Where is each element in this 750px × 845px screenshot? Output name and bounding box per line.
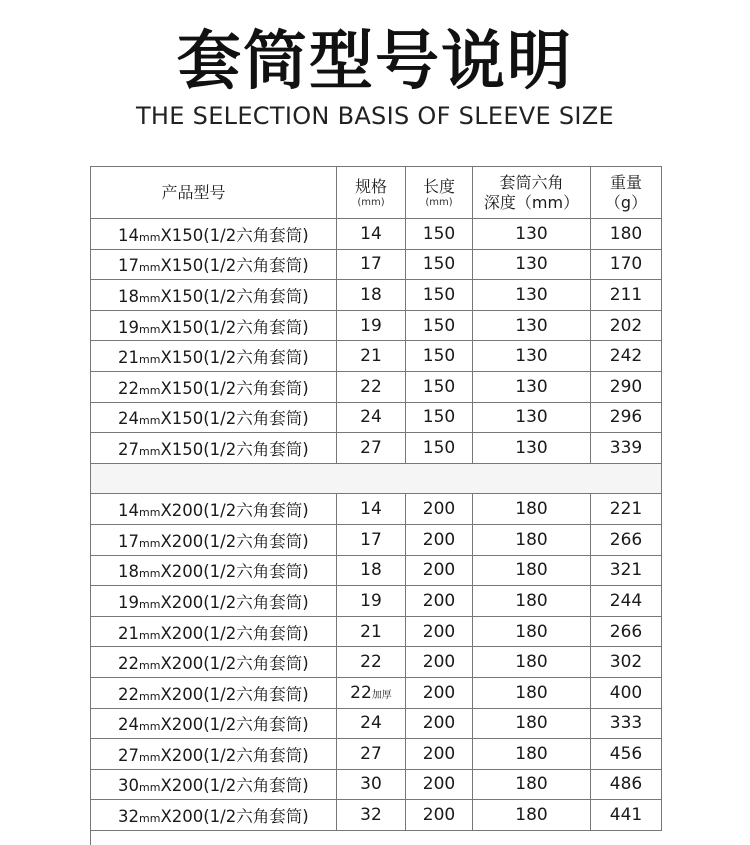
- spec-value: 21: [360, 346, 382, 367]
- cell-length: 200: [406, 739, 473, 770]
- cell-length: 200: [406, 800, 473, 831]
- cell-model: [91, 433, 337, 464]
- cell-depth: 130: [473, 249, 591, 280]
- cell-model: [91, 769, 337, 800]
- cell-length: 150: [406, 402, 473, 433]
- model-desc: X200(1/2六角套筒): [160, 592, 309, 612]
- spec-value: 18: [360, 560, 382, 581]
- table-body: [91, 219, 662, 845]
- group-separator-row: [91, 463, 662, 494]
- spec-value: 22: [360, 376, 382, 397]
- model-desc: X200(1/2六角套筒): [160, 623, 309, 643]
- header-spec-label: 规格: [354, 176, 387, 196]
- cell-length: 200: [406, 586, 473, 617]
- model-unit: mm: [139, 261, 161, 275]
- cell-spec: [337, 219, 406, 250]
- model-desc: X200(1/2六角套筒): [160, 501, 309, 521]
- model-size: 18: [118, 286, 139, 306]
- cell-model: [91, 677, 337, 708]
- page-subtitle: THE SELECTION BASIS OF SLEEVE SIZE: [135, 102, 615, 130]
- model-size: 19: [118, 317, 139, 337]
- cell-weight: 202: [591, 310, 662, 341]
- model-desc: X150(1/2六角套筒): [160, 409, 309, 429]
- cell-weight: 333: [591, 708, 662, 739]
- header-model: 产品型号: [91, 167, 337, 219]
- cell-length: 200: [406, 769, 473, 800]
- cell-model: [91, 371, 337, 402]
- cell-depth: 180: [473, 524, 591, 555]
- model-unit: mm: [139, 291, 161, 305]
- cell-spec: [337, 433, 406, 464]
- cell-depth: 180: [473, 494, 591, 525]
- spec-note: 加厚: [371, 689, 392, 701]
- model-desc: X200(1/2六角套筒): [160, 654, 309, 674]
- model-unit: mm: [139, 353, 161, 367]
- table-row: [91, 647, 662, 678]
- cell-depth: 130: [473, 310, 591, 341]
- model-size: 27: [118, 745, 139, 765]
- spec-value: 14: [360, 223, 382, 244]
- table-row: [91, 708, 662, 739]
- table-tail-row: [91, 830, 662, 845]
- spec-value: 24: [360, 407, 382, 428]
- model-unit: mm: [139, 750, 161, 764]
- sleeve-size-table: [90, 166, 662, 845]
- model-unit: mm: [139, 597, 161, 611]
- table-row: [91, 524, 662, 555]
- cell-weight: 296: [591, 402, 662, 433]
- model-unit: mm: [139, 444, 161, 458]
- cell-weight: 486: [591, 769, 662, 800]
- cell-depth: 180: [473, 616, 591, 647]
- table-row: [91, 310, 662, 341]
- table-row: [91, 586, 662, 617]
- cell-weight: 321: [591, 555, 662, 586]
- model-size: 27: [118, 439, 139, 459]
- cell-model: [91, 647, 337, 678]
- model-desc: X200(1/2六角套筒): [160, 715, 309, 735]
- cell-depth: 180: [473, 586, 591, 617]
- cell-length: 150: [406, 341, 473, 372]
- cell-weight: 266: [591, 524, 662, 555]
- model-desc: X200(1/2六角套筒): [160, 684, 309, 704]
- table-row: [91, 341, 662, 372]
- cell-length: 150: [406, 280, 473, 311]
- table-row: [91, 769, 662, 800]
- cell-weight: 244: [591, 586, 662, 617]
- header-length: [406, 167, 473, 219]
- cell-model: [91, 800, 337, 831]
- cell-spec: [337, 402, 406, 433]
- spec-value: 24: [360, 713, 382, 734]
- cell-length: 200: [406, 494, 473, 525]
- cell-spec: [337, 310, 406, 341]
- cell-spec: [337, 739, 406, 770]
- cell-spec: [337, 647, 406, 678]
- model-desc: X200(1/2六角套筒): [160, 776, 309, 796]
- model-unit: mm: [139, 659, 161, 673]
- model-size: 21: [118, 623, 139, 643]
- cell-depth: 180: [473, 555, 591, 586]
- cell-weight: 180: [591, 219, 662, 250]
- model-size: 32: [118, 807, 139, 827]
- table-row: [91, 494, 662, 525]
- header-depth-line2: 深度（mm）: [483, 192, 580, 212]
- cell-depth: 130: [473, 402, 591, 433]
- cell-weight: 170: [591, 249, 662, 280]
- table-row: [91, 677, 662, 708]
- cell-weight: 211: [591, 280, 662, 311]
- header-spec-unit: (mm): [357, 196, 385, 208]
- model-desc: X150(1/2六角套筒): [160, 286, 309, 306]
- cell-model: [91, 249, 337, 280]
- cell-depth: 130: [473, 433, 591, 464]
- page-title: 套筒型号说明: [177, 25, 573, 99]
- cell-model: [91, 494, 337, 525]
- cell-model: [91, 555, 337, 586]
- cell-depth: 180: [473, 677, 591, 708]
- cell-length: 200: [406, 708, 473, 739]
- model-desc: X200(1/2六角套筒): [160, 531, 309, 551]
- table-row: [91, 555, 662, 586]
- cell-spec: [337, 249, 406, 280]
- spec-value: 17: [360, 529, 382, 550]
- cell-model: [91, 310, 337, 341]
- cell-length: 200: [406, 555, 473, 586]
- model-desc: X200(1/2六角套筒): [160, 807, 309, 827]
- cell-length: 150: [406, 371, 473, 402]
- model-unit: mm: [139, 322, 161, 336]
- model-unit: mm: [139, 781, 161, 795]
- cell-weight: 302: [591, 647, 662, 678]
- cell-depth: 180: [473, 800, 591, 831]
- model-unit: mm: [139, 414, 161, 428]
- cell-weight: 221: [591, 494, 662, 525]
- cell-length: 200: [406, 647, 473, 678]
- cell-weight: 456: [591, 739, 662, 770]
- cell-model: [91, 219, 337, 250]
- model-unit: mm: [139, 689, 161, 703]
- model-unit: mm: [139, 536, 161, 550]
- cell-length: 200: [406, 616, 473, 647]
- table-row: [91, 280, 662, 311]
- cell-depth: 130: [473, 219, 591, 250]
- header-depth-line1: 套筒六角: [499, 172, 564, 192]
- spec-value: 17: [360, 254, 382, 275]
- cell-spec: [337, 555, 406, 586]
- table-row: [91, 402, 662, 433]
- table-row: [91, 800, 662, 831]
- cell-length: 150: [406, 249, 473, 280]
- cell-length: 200: [406, 677, 473, 708]
- model-desc: X200(1/2六角套筒): [160, 562, 309, 582]
- model-desc: X150(1/2六角套筒): [160, 378, 309, 398]
- cell-spec: [337, 708, 406, 739]
- cell-model: [91, 708, 337, 739]
- cell-spec: [337, 586, 406, 617]
- spec-value: 32: [360, 805, 382, 826]
- header-length-unit: (mm): [425, 196, 453, 208]
- model-unit: mm: [139, 506, 161, 520]
- spec-value: 27: [360, 437, 382, 458]
- cell-weight: 266: [591, 616, 662, 647]
- cell-spec: [337, 524, 406, 555]
- header-spec: [337, 167, 406, 219]
- cell-weight: 339: [591, 433, 662, 464]
- cell-depth: 130: [473, 280, 591, 311]
- table-row: [91, 249, 662, 280]
- spec-value: 21: [360, 621, 382, 642]
- cell-spec: [337, 769, 406, 800]
- cell-model: [91, 280, 337, 311]
- spec-value: 30: [360, 774, 382, 795]
- cell-length: 150: [406, 433, 473, 464]
- model-unit: mm: [139, 383, 161, 397]
- cell-spec: [337, 371, 406, 402]
- cell-depth: 130: [473, 371, 591, 402]
- model-desc: X150(1/2六角套筒): [160, 439, 309, 459]
- cell-spec: [337, 280, 406, 311]
- cell-length: 150: [406, 219, 473, 250]
- spec-value: 27: [360, 743, 382, 764]
- cell-length: 200: [406, 524, 473, 555]
- model-size: 18: [118, 562, 139, 582]
- cell-weight: 290: [591, 371, 662, 402]
- model-size: 21: [118, 348, 139, 368]
- cell-weight: 441: [591, 800, 662, 831]
- cell-depth: 180: [473, 708, 591, 739]
- cell-model: [91, 586, 337, 617]
- model-size: 14: [118, 501, 139, 521]
- table-row: [91, 739, 662, 770]
- cell-spec: [337, 677, 406, 708]
- header-weight-line1: 重量: [609, 172, 642, 192]
- model-unit: mm: [139, 720, 161, 734]
- model-size: 24: [118, 409, 139, 429]
- model-desc: X150(1/2六角套筒): [160, 256, 309, 276]
- model-size: 22: [118, 654, 139, 674]
- spec-value: 19: [360, 590, 382, 611]
- table-row: [91, 219, 662, 250]
- model-size: 17: [118, 531, 139, 551]
- header-length-label: 长度: [422, 176, 455, 196]
- cell-spec: [337, 616, 406, 647]
- cell-model: [91, 739, 337, 770]
- model-unit: mm: [139, 567, 161, 581]
- spec-value: 19: [360, 315, 382, 336]
- cell-spec: [337, 341, 406, 372]
- model-size: 30: [118, 776, 139, 796]
- cell-model: [91, 616, 337, 647]
- header-depth: [473, 167, 591, 219]
- model-size: 24: [118, 715, 139, 735]
- cell-length: 150: [406, 310, 473, 341]
- cell-weight: 242: [591, 341, 662, 372]
- header-weight: [591, 167, 662, 219]
- model-desc: X200(1/2六角套筒): [160, 745, 309, 765]
- model-size: 14: [118, 225, 139, 245]
- header-weight-line2: （g）: [604, 192, 648, 212]
- model-unit: mm: [139, 812, 161, 826]
- table-row: [91, 371, 662, 402]
- cell-depth: 180: [473, 769, 591, 800]
- model-desc: X150(1/2六角套筒): [160, 225, 309, 245]
- model-size: 19: [118, 592, 139, 612]
- model-desc: X150(1/2六角套筒): [160, 317, 309, 337]
- cell-depth: 130: [473, 341, 591, 372]
- table-row: [91, 433, 662, 464]
- model-size: 22: [118, 684, 139, 704]
- cell-model: [91, 341, 337, 372]
- model-size: 17: [118, 256, 139, 276]
- spec-value: 14: [360, 499, 382, 520]
- cell-weight: 400: [591, 677, 662, 708]
- tail-cell: [91, 830, 662, 845]
- cell-model: [91, 524, 337, 555]
- cell-model: [91, 402, 337, 433]
- table-row: [91, 616, 662, 647]
- cell-spec: [337, 494, 406, 525]
- separator-cell: [91, 463, 662, 494]
- model-desc: X150(1/2六角套筒): [160, 348, 309, 368]
- cell-depth: 180: [473, 739, 591, 770]
- cell-spec: [337, 800, 406, 831]
- model-unit: mm: [139, 230, 161, 244]
- spec-value: 22: [360, 652, 382, 673]
- table-header-row: [91, 167, 662, 219]
- spec-value: 18: [360, 284, 382, 305]
- spec-value: 22: [350, 682, 372, 703]
- model-unit: mm: [139, 628, 161, 642]
- model-size: 22: [118, 378, 139, 398]
- cell-depth: 180: [473, 647, 591, 678]
